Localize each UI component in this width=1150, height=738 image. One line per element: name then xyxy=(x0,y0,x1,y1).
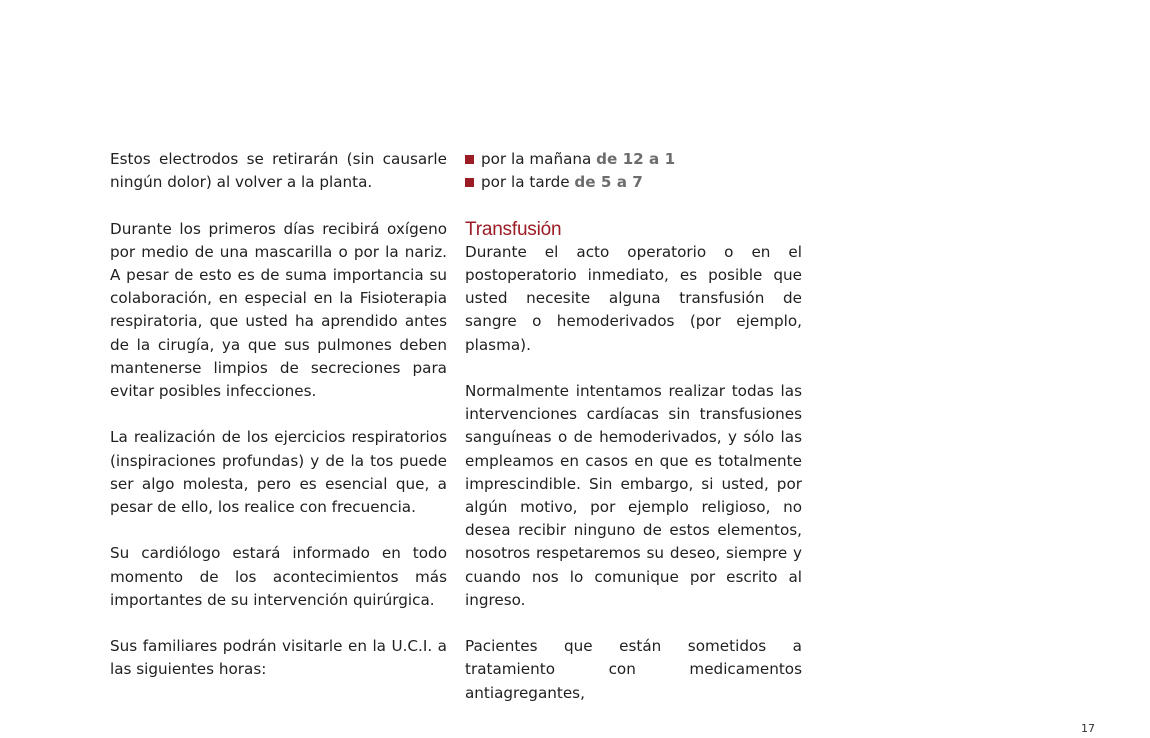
page-number: 17 xyxy=(1081,722,1095,735)
list-item xyxy=(481,171,802,194)
visit-period-label: por la tarde xyxy=(481,173,570,192)
paragraph-transfusion-intro: Durante el acto operatorio o en el postoperatorio inmediato, es posible que usted necesite alguna transfusión de sangre o hemoderivados (por ejemplo, plasma). xyxy=(465,242,802,354)
square-bullet-icon xyxy=(465,155,474,164)
paragraph-cardiologist: Su cardiólogo estará informado en todo momento de los acontecimientos más importantes de su intervención quirúrgica. xyxy=(110,544,447,609)
paragraph-electrodes: Estos electrodos se retirarán (sin causarle ningún dolor) al volver a la planta. xyxy=(110,150,447,192)
paragraph-visits: Sus familiares podrán visitarle en la U.C.I. a las siguientes horas: xyxy=(110,637,447,679)
list-item xyxy=(481,148,802,171)
paragraph-transfusion-policy: Normalmente intentamos realizar todas las intervenciones cardíacas sin transfusiones sanguíneas o de hemoderivados, y sólo las empleamos en casos en que es totalmente imprescindible. Sin embargo, si usted, por algún motivo, por ejemplo religioso, no desea recibir ninguno de estos elementos, nosotros respetaremos su deseo, siempre y cuando nos lo comunique por escrito al ingreso. xyxy=(465,382,802,609)
visit-time: de 5 a 7 xyxy=(574,173,643,192)
visit-time: de 12 a 1 xyxy=(596,150,676,168)
square-bullet-icon xyxy=(465,178,474,187)
paragraph-exercises: La realización de los ejercicios respiratorios (inspiraciones profundas) y de la tos puede ser algo molesta, pero es esencial que, a pesar de ello, los realice con frecuencia. xyxy=(110,428,447,517)
paragraph-antiaggregants: Pacientes que están sometidos a tratamiento con medicamentos antiagregantes, xyxy=(465,637,802,702)
visit-period-label: por la mañana xyxy=(481,150,592,168)
paragraph-oxygen: Durante los primeros días recibirá oxígeno por medio de una mascarilla o por la nariz. A pesar de esto es de suma importancia su colaboración, en especial en la Fisioterapia respiratoria, que usted ha aprendido antes de la cirugía, ya que sus pulmones deben mantenerse limpios de secreciones para evitar posibles infecciones. xyxy=(110,219,447,401)
right-column xyxy=(465,148,802,705)
section-title-transfusion: Transfusión xyxy=(465,218,562,240)
visit-hours-list xyxy=(465,148,802,194)
left-column xyxy=(110,148,447,682)
